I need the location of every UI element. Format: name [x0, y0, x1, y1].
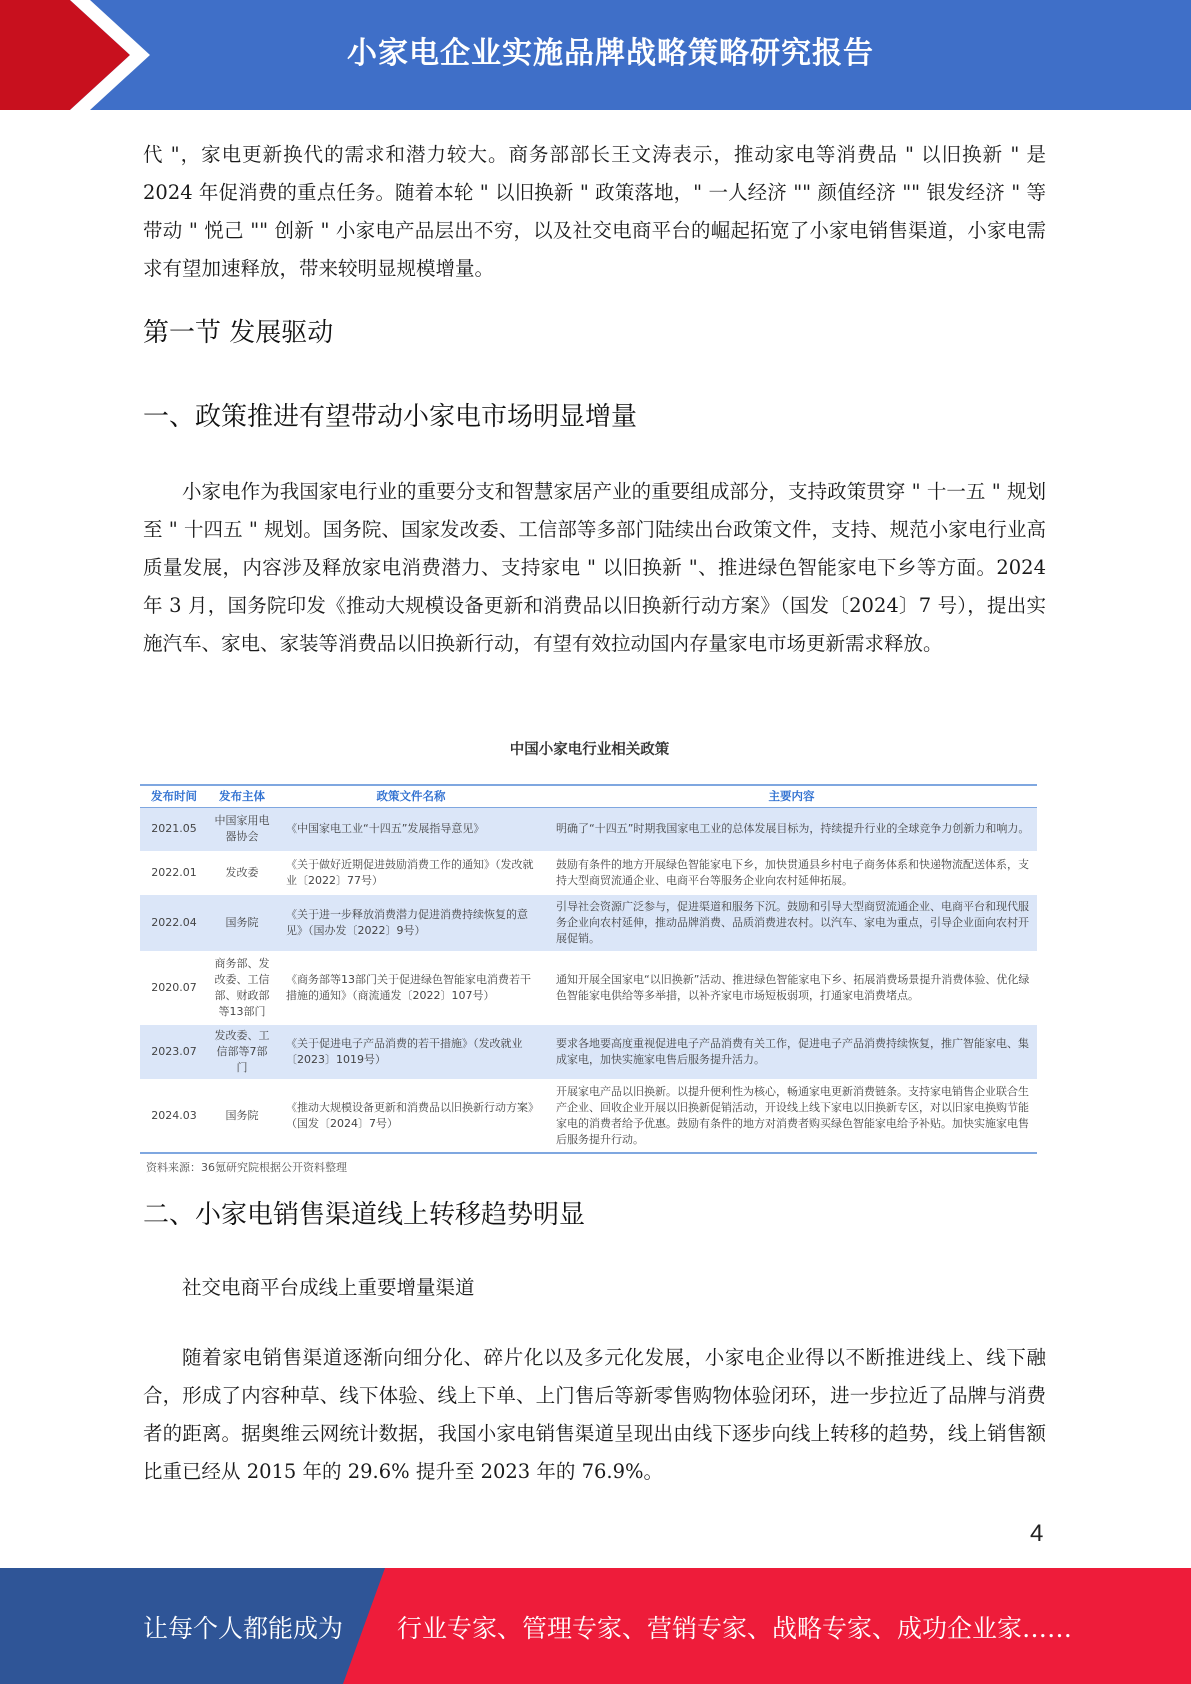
page-header [0, 0, 1191, 110]
channel-lead-line: 社交电商平台成线上重要增量渠道 [182, 1276, 475, 1299]
table-row [140, 807, 1037, 851]
cell-org: 发改委、工信部等7部门 [208, 1025, 276, 1079]
footer-slogan-left: 让每个人都能成为 [143, 1614, 344, 1643]
col-header-name: 政策文件名称 [276, 785, 546, 807]
cell-org: 国务院 [208, 895, 276, 951]
cell-content: 引导社会资源广泛参与，促进渠道和服务下沉。鼓励和引导大型商贸流通企业、电商平台和现代服务企业向农村延伸，推动品牌消费、品质消费进农村。以汽车、家电为重点，引导企业面向农村开展促销。 [546, 895, 1037, 951]
cell-content: 明确了“十四五”时期我国家电工业的总体发展目标为，持续提升行业的全球竞争力创新力和响力。 [546, 807, 1037, 851]
subsection-heading-channel: 二、小家电销售渠道线上转移趋势明显 [143, 1200, 586, 1230]
table-header-row [140, 785, 1037, 807]
cell-date: 2024.03 [140, 1079, 208, 1153]
table-title: 中国小家电行业相关政策 [509, 742, 670, 758]
cell-name: 《关于做好近期促进鼓励消费工作的通知》（发改就业〔2022〕77号） [286, 858, 534, 887]
subsection-heading-policy: 一、政策推进有望带动小家电市场明显增量 [143, 402, 638, 432]
table-row [140, 951, 1037, 1025]
channel-paragraph: 随着家电销售渠道逐渐向细分化、碎片化以及多元化发展，小家电企业得以不断推进线上、线下融合，形成了内容种草、线下体验、线上下单、上门售后等新零售购物体验闭环，进一步拉近了品牌与消费者的距离。据奥维云网统计数据，我国小家电销售渠道呈现出由线下逐步向线上转移的趋势，线上销售额比重已经从 2015 年的 29.6% 提升至 2023 年的 76.9%。 [143, 1346, 1046, 1483]
table-row [140, 895, 1037, 951]
cell-content: 开展家电产品以旧换新。以提升便利性为核心，畅通家电更新消费链条。支持家电销售企业联合生产企业、回收企业开展以旧换新促销活动，开设线上线下家电以旧换新专区，对以旧家电换购节能家电的消费者给予优惠。鼓励有条件的地方对消费者购买绿色智能家电给予补贴。加快实施家电售后服务提升行动。 [546, 1079, 1037, 1153]
cell-name: 《关于促进电子产品消费的若干措施》（发改就业〔2023〕1019号） [276, 1025, 546, 1079]
cell-org: 商务部、发改委、工信部、财政部等13部门 [214, 957, 270, 1018]
col-header-date: 发布时间 [140, 785, 208, 807]
table-row [140, 1079, 1037, 1153]
cell-date: 2022.04 [140, 895, 208, 951]
cell-org: 国务院 [208, 1079, 276, 1153]
table-row [140, 851, 1037, 895]
policy-paragraph: 小家电作为我国家电行业的重要分支和智慧家居产业的重要组成部分，支持政策贯穿 " 十一五 " 规划至 " 十四五 " 规划。国务院、国家发改委、工信部等多部门陆续出台政策文件，支持、规范小家电行业高质量发展，内容涉及释放家电消费潜力、支持家电 " 以旧换新 "、推进绿色智能家电下乡等方面。2024 年 3 月，国务院印发《推动大规模设备更新和消费品以旧换新行动方案》（国发〔2024〕7 号），提出实施汽车、家电、家装等消费品以旧换新行动，有望有效拉动国内存量家电市场更新需求释放。 [143, 480, 1046, 655]
cell-content: 鼓励有条件的地方开展绿色智能家电下乡，加快贯通县乡村电子商务体系和快递物流配送体系，支持大型商贸流通企业、电商平台等服务企业向农村延伸拓展。 [556, 858, 1029, 887]
cell-date: 2020.07 [151, 981, 197, 994]
cell-name: 《关于进一步释放消费潜力促进消费持续恢复的意见》（国办发〔2022〕9号） [276, 895, 546, 951]
cell-content: 要求各地要高度重视促进电子产品消费有关工作，促进电子产品消费持续恢复，推广智能家电、集成家电，加快实施家电售后服务提升活力。 [546, 1025, 1037, 1079]
table-source-note: 资料来源：36氪研究院根据公开资料整理 [146, 1161, 347, 1174]
cell-name: 《商务部等13部门关于促进绿色智能家电消费若干措施的通知》（商流通发〔2022〕107号） [286, 973, 531, 1002]
report-title: 小家电企业实施品牌战略策略研究报告 [347, 36, 874, 71]
col-header-content: 主要内容 [546, 785, 1037, 807]
footer-slogan-right: 行业专家、管理专家、营销专家、战略专家、成功企业家…… [397, 1614, 1073, 1643]
cell-name: 《中国家电工业“十四五”发展指导意见》 [276, 807, 546, 851]
cell-org: 发改委 [225, 866, 259, 879]
page-footer [0, 1568, 1191, 1684]
intro-paragraph: 代 "，家电更新换代的需求和潜力较大。商务部部长王文涛表示，推动家电等消费品 " 以旧换新 " 是 2024 年促消费的重点任务。随着本轮 " 以旧换新 " 政策落地，" 一人经济 "" 颜值经济 "" 银发经济 " 等带动 " 悦己 "" 创新 " 小家电产品层出不穷，以及社交电商平台的崛起拓宽了小家电销售渠道，小家电需求有望加速释放，带来较明显规模增量。 [143, 143, 1046, 280]
page-number: 4 [1030, 1520, 1044, 1547]
cell-org: 中国家用电器协会 [208, 807, 276, 851]
col-header-org: 发布主体 [208, 785, 276, 807]
table-row [140, 1025, 1037, 1079]
cell-date: 2022.01 [151, 866, 197, 879]
cell-date: 2021.05 [140, 807, 208, 851]
cell-content: 通知开展全国家电“以旧换新”活动、推进绿色智能家电下乡、拓展消费场景提升消费体验、优化绿色智能家电供给等多举措，以补齐家电市场短板弱项，打通家电消费堵点。 [556, 973, 1030, 1002]
section-heading: 第一节 发展驱动 [143, 318, 334, 348]
cell-name: 《推动大规模设备更新和消费品以旧换新行动方案》（国发〔2024〕7号） [276, 1079, 546, 1153]
policy-table [140, 784, 1037, 1154]
cell-date: 2023.07 [140, 1025, 208, 1079]
